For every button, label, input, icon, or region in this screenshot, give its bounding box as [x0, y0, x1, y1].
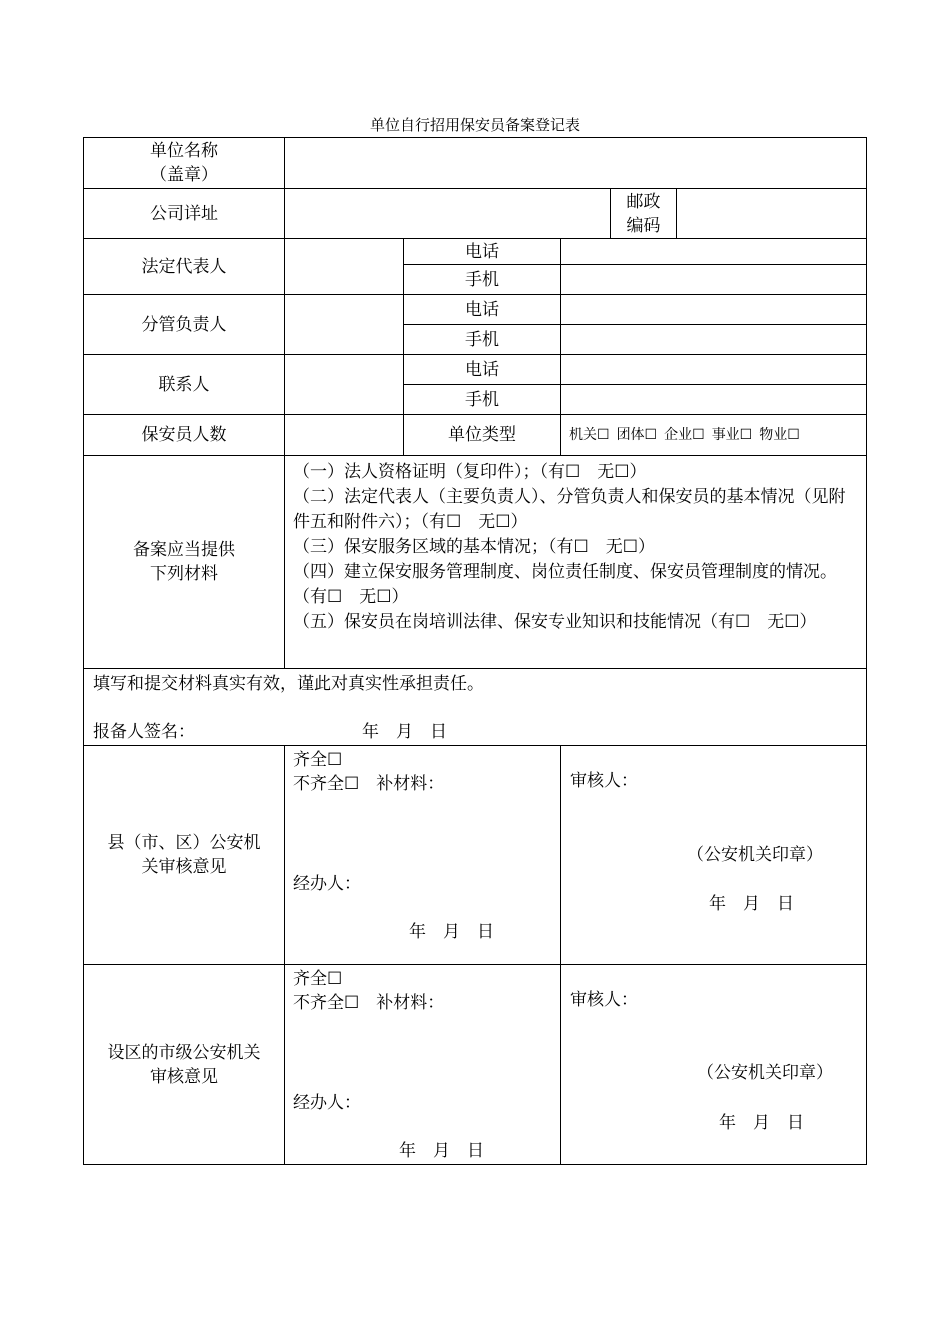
legal-rep-mobile-field[interactable] [560, 264, 867, 295]
city-review-materials-cell [284, 964, 561, 1165]
guard-count-label: 保安员人数 [83, 414, 285, 456]
unit-type-option[interactable]: 事业☐ [711, 427, 753, 443]
guard-count-field[interactable] [284, 414, 404, 456]
address-label: 公司详址 [83, 188, 285, 239]
contact-label: 联系人 [83, 354, 285, 415]
signer-label: 报备人签名： [93, 722, 195, 742]
complete-checkbox[interactable]: 齐全☐ [293, 750, 343, 770]
manager-mobile-label: 手机 [403, 324, 561, 355]
handler-label: 经办人： [293, 874, 361, 894]
reviewer-label: 审核人： [570, 990, 638, 1010]
declaration-text: 填写和提交材料真实有效，谨此对真实性承担责任。 [93, 674, 484, 694]
legal-rep-mobile-label: 手机 [403, 264, 561, 295]
material-item: （二）法定代表人（主要负责人）、分管负责人和保安员的基本情况（见附件五和附件六）；（有☐ 无☐） [293, 487, 846, 532]
unit-type-options [560, 414, 867, 456]
police-seal-label: （公安机关印章） [687, 845, 823, 865]
legal-rep-name-field[interactable] [284, 238, 404, 295]
unit-name-field[interactable] [284, 137, 867, 189]
legal-rep-label: 法定代表人 [83, 238, 285, 295]
manager-name-field[interactable] [284, 294, 404, 355]
contact-mobile-field[interactable] [560, 384, 867, 415]
handler-date: 年 月 日 [399, 1141, 484, 1161]
complete-checkbox[interactable]: 齐全☐ [293, 969, 343, 989]
county-review-label: 县（市、区）公安机 关审核意见 [83, 745, 285, 965]
contact-phone-label: 电话 [403, 354, 561, 385]
county-review-materials-cell [284, 745, 561, 965]
contact-mobile-label: 手机 [403, 384, 561, 415]
unit-type-option[interactable]: 企业☐ [664, 427, 705, 443]
unit-name-label-cell [83, 137, 285, 189]
materials-list [284, 455, 867, 669]
material-item: （五）保安员在岗培训法律、保安专业知识和技能情况（有☐ 无☐） [293, 612, 817, 632]
handler-date: 年 月 日 [409, 922, 494, 942]
unit-type-option[interactable]: 机关☐ [569, 427, 610, 443]
material-item: （四）建立保安服务管理制度、岗位责任制度、保安员管理制度的情况。（有☐ 无☐） [293, 562, 837, 607]
form-title: 单位自行招用保安员备案登记表 [369, 116, 580, 134]
manager-label: 分管负责人 [83, 294, 285, 355]
legal-rep-phone-field[interactable] [560, 238, 867, 265]
city-review-label: 设区的市级公安机关 审核意见 [83, 964, 285, 1165]
postal-code-field[interactable] [676, 188, 867, 239]
incomplete-checkbox[interactable]: 不齐全☐ 补材料： [293, 774, 445, 794]
unit-name-seal-label: （盖章） [150, 165, 218, 185]
declaration-cell [83, 668, 867, 746]
county-review-approval-cell [560, 745, 867, 965]
handler-label: 经办人： [293, 1093, 361, 1113]
postal-code-label: 邮政 编码 [610, 188, 677, 239]
manager-phone-label: 电话 [403, 294, 561, 325]
unit-type-option[interactable]: 物业☐ [759, 427, 800, 443]
materials-label: 备案应当提供 下列材料 [83, 455, 285, 669]
reviewer-date: 年 月 日 [719, 1113, 804, 1133]
unit-type-option[interactable]: 团体☐ [616, 427, 658, 443]
material-item: （三）保安服务区域的基本情况；（有☐ 无☐） [293, 537, 655, 557]
reviewer-label: 审核人： [570, 771, 638, 791]
police-seal-label: （公安机关印章） [697, 1063, 833, 1083]
reviewer-date: 年 月 日 [709, 894, 794, 914]
manager-phone-field[interactable] [560, 294, 867, 325]
city-review-approval-cell [560, 964, 867, 1165]
unit-type-label: 单位类型 [403, 414, 561, 456]
incomplete-checkbox[interactable]: 不齐全☐ 补材料： [293, 993, 445, 1013]
signer-date: 年 月 日 [362, 722, 447, 742]
unit-name-label: 单位名称 [150, 141, 218, 161]
address-field[interactable] [284, 188, 611, 239]
material-item: （一）法人资格证明（复印件）；（有☐ 无☐） [293, 462, 647, 482]
contact-phone-field[interactable] [560, 354, 867, 385]
manager-mobile-field[interactable] [560, 324, 867, 355]
legal-rep-phone-label: 电话 [403, 238, 561, 265]
contact-name-field[interactable] [284, 354, 404, 415]
